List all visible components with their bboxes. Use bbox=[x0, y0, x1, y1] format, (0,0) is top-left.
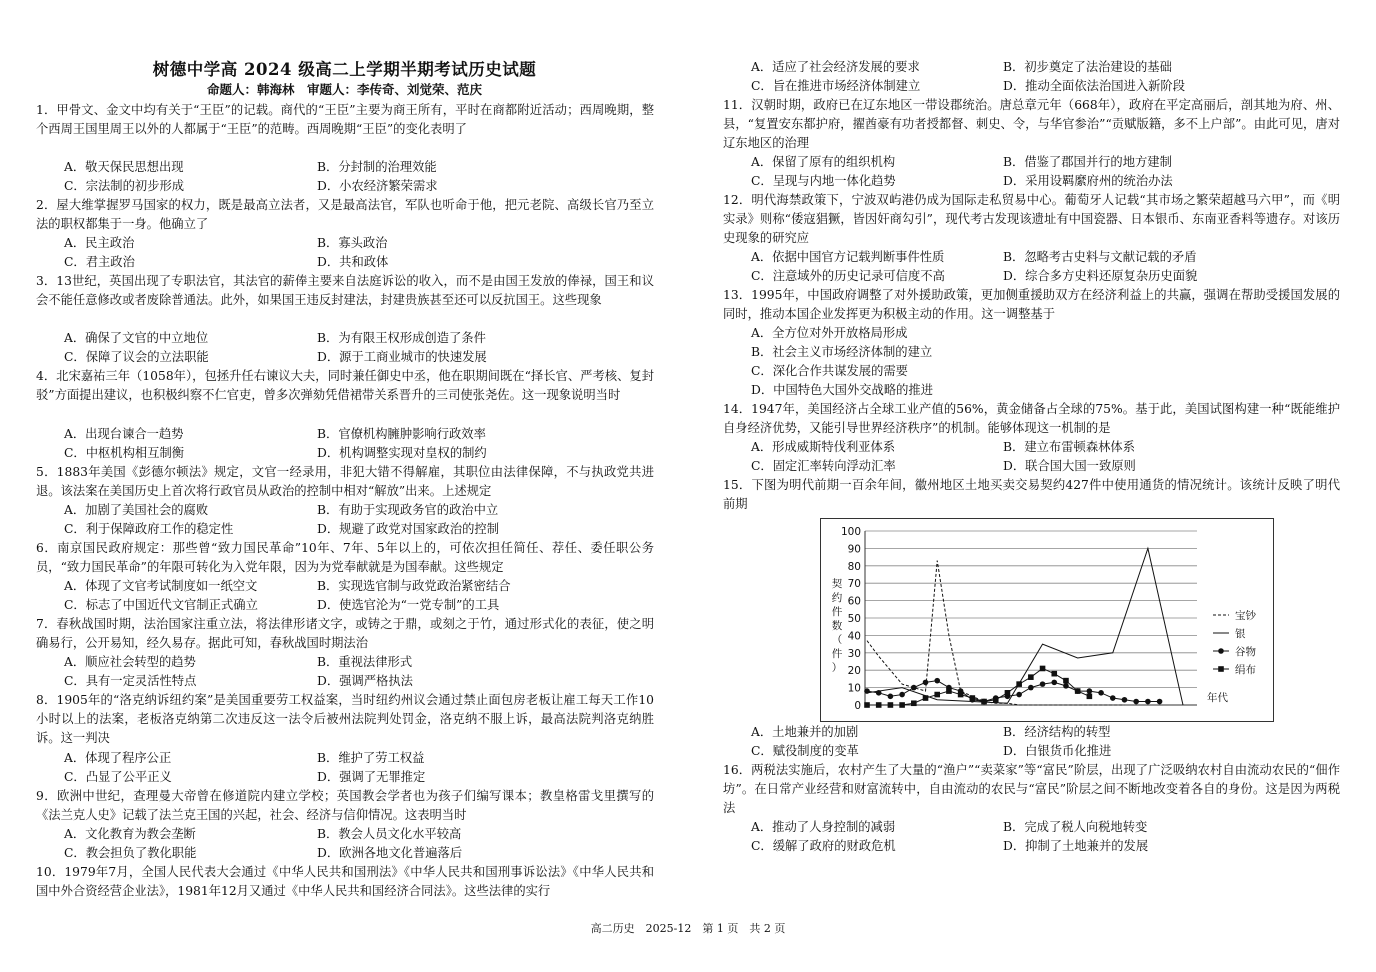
q13-option-c[interactable]: C．深化合作共谋发展的需要 bbox=[751, 364, 908, 378]
data-point bbox=[1028, 674, 1034, 680]
q7-option-c[interactable]: C．具有一定灵活性特点 bbox=[64, 674, 197, 688]
data-point bbox=[1110, 695, 1116, 701]
question-10-stem: 10．1979年7月，全国人民代表大会通过《中华人民共和国刑法》《中华人民共和国刑事诉讼法》《中华人民共和国中外合资经营企业法》，1981年12月又通过《中华人民共和国经济合同法》。这些法律的实行 bbox=[36, 865, 654, 899]
series-line-0 bbox=[867, 561, 1124, 705]
legend-label: 宝钞 bbox=[1235, 610, 1256, 622]
data-point bbox=[1063, 678, 1069, 684]
q6-option-a[interactable]: A．体现了文官考试制度如一纸空文 bbox=[64, 579, 258, 593]
data-point bbox=[1051, 671, 1057, 677]
q16-option-c[interactable]: C．缓解了政府的财政危机 bbox=[751, 839, 896, 853]
data-point bbox=[958, 692, 964, 698]
y-tick-label: 30 bbox=[847, 647, 861, 660]
legend-label: 谷物 bbox=[1235, 646, 1256, 658]
q4-option-b[interactable]: B．官僚机构臃肿影响行政效率 bbox=[317, 427, 486, 441]
data-point bbox=[899, 702, 905, 708]
y-tick-label: 80 bbox=[847, 560, 861, 573]
y-tick-label: 20 bbox=[847, 665, 861, 678]
y-axis-label-char: 件 bbox=[831, 648, 843, 660]
q9-option-d[interactable]: D．欧洲各地文化普遍落后 bbox=[317, 846, 463, 860]
q1-option-d[interactable]: D．小农经济繁荣需求 bbox=[317, 179, 438, 193]
q6-option-b[interactable]: B．实现选官制与政党政治紧密结合 bbox=[317, 579, 511, 593]
data-point bbox=[1122, 697, 1128, 703]
question-6-stem: 6．南京国民政府规定：那些曾“致力国民革命”10年、7年、5年以上的，可依次担任简任、荐任、委任职公务员，“致力国民革命”的年限可转化为入党年限，因为为党奉献就是为国奉献。这些规定 bbox=[36, 541, 654, 575]
data-point bbox=[923, 680, 929, 686]
legend-label: 绢布 bbox=[1235, 664, 1256, 676]
data-point bbox=[1133, 699, 1139, 705]
q6-option-d[interactable]: D．使选官沦为“一党专制”的工具 bbox=[317, 598, 500, 612]
q11-option-a[interactable]: A．保留了原有的组织机构 bbox=[751, 155, 896, 169]
y-tick-label: 60 bbox=[847, 595, 861, 608]
q4-option-c[interactable]: C．中枢机构相互制衡 bbox=[64, 446, 185, 460]
q14-option-c[interactable]: C．固定汇率转向浮动汇率 bbox=[751, 459, 896, 473]
q5-option-d[interactable]: D．规避了政党对国家政治的控制 bbox=[317, 522, 500, 536]
q14-option-a[interactable]: A．形成威斯特伐利亚体系 bbox=[751, 440, 896, 454]
q5-option-a[interactable]: A．加剧了美国社会的腐败 bbox=[64, 503, 209, 517]
data-point bbox=[899, 692, 905, 698]
data-point bbox=[934, 692, 940, 698]
data-point bbox=[1040, 681, 1046, 687]
data-point bbox=[923, 695, 929, 701]
q6-option-c[interactable]: C．标志了中国近代文官制正式确立 bbox=[64, 598, 258, 612]
q2-option-b[interactable]: B．寡头政治 bbox=[317, 236, 388, 250]
data-point bbox=[864, 702, 870, 708]
question-14-stem: 14．1947年，美国经济占全球工业产值的56%，黄金储备占全球的75%。基于此，美国试图构建一种“既能维护自身经济优势，又能引导世界经济秩序”的机制。能够体现这一机制的是 bbox=[723, 402, 1340, 436]
data-point bbox=[1087, 694, 1093, 700]
q16-option-d[interactable]: D．抑制了土地兼并的发展 bbox=[1003, 839, 1149, 853]
data-point bbox=[1098, 690, 1104, 696]
q15-option-a[interactable]: A．土地兼并的加剧 bbox=[751, 725, 859, 739]
y-tick-label: 40 bbox=[847, 630, 861, 643]
data-point bbox=[1028, 685, 1034, 691]
q4-option-d[interactable]: D．机构调整实现对皇权的制约 bbox=[317, 446, 487, 460]
q15-option-c[interactable]: C．赋役制度的变革 bbox=[751, 744, 859, 758]
question-4-stem: 4．北宋嘉祐三年（1058年），包拯升任右谏议大夫，同时兼任御史中丞，他在职期间既在“择长官、严考核、复封驳”方面提出建议，也积极纠察不仁官吏，曾多次弹劾凭借裙带关系晋升的三司使张尧佐。这一现象说明当时 bbox=[36, 369, 654, 403]
question-12-stem: 12．明代海禁政策下，宁波双屿港仍成为国际走私贸易中心。葡萄牙人记载“其市场之繁荣超越马六甲”，而《明实录》则称“倭寇猖獗，皆因奸商勾引”，现代考古发现该遗址有中国瓷器、日本银币、东南亚香料等遗存。对该历史现象的研究应 bbox=[723, 193, 1340, 246]
q8-option-a[interactable]: A．体现了程序公正 bbox=[64, 751, 172, 765]
question-1-stem: 1．甲骨文、金文中均有关于“王臣”的记载。商代的“王臣”主要为商王所有，平时在商都附近活动；西周晚期，整个西周王国里周王以外的人都属于“王臣”的范畴。西周晚期“王臣”的变化表明了 bbox=[36, 103, 654, 137]
q10-option-d[interactable]: D．推动全面依法治国进入新阶段 bbox=[1003, 79, 1186, 93]
data-point bbox=[888, 694, 894, 700]
question-2-stem: 2．屋大维掌握罗马国家的权力，既是最高立法者，又是最高法官，军队也听命于他，把元老院、高级长官乃至立法的职权都集于一身。他确立了 bbox=[36, 198, 654, 232]
y-axis-label-char: 件 bbox=[831, 606, 843, 618]
y-tick-label: 70 bbox=[847, 578, 861, 591]
q10-option-b[interactable]: B．初步奠定了法治建设的基础 bbox=[1003, 60, 1172, 74]
q1-option-c[interactable]: C．宗法制的初步形成 bbox=[64, 179, 185, 193]
q8-option-b[interactable]: B．维护了劳工权益 bbox=[317, 751, 425, 765]
q2-option-a[interactable]: A．民主政治 bbox=[64, 236, 135, 250]
q13-option-b[interactable]: B．社会主义市场经济体制的建立 bbox=[751, 345, 933, 359]
question-7-stem: 7．春秋战国时期，法治国家注重立法，将法律形诸文字，或铸之于鼎，或刻之于竹，通过形式化的表征，使之明确易行，公开易知，经久易存。据此可知，春秋战国时期法治 bbox=[36, 617, 654, 651]
q10-option-c[interactable]: C．旨在推进市场经济体制建立 bbox=[751, 79, 921, 93]
y-axis-label-char: 契 bbox=[831, 578, 843, 590]
q12-option-b[interactable]: B．忽略考古史料与文献记载的矛盾 bbox=[1003, 250, 1197, 264]
data-point bbox=[1145, 699, 1151, 705]
q16-option-a[interactable]: A．推动了人身控制的减弱 bbox=[751, 820, 896, 834]
question-13-stem: 13．1995年，中国政府调整了对外援助政策，更加侧重援助双方在经济利益上的共赢，强调在帮助受援国发展的同时，推动本国企业发挥更为积极主动的作用。这一调整基于 bbox=[723, 288, 1340, 322]
question-11-stem: 11．汉朝时期，政府已在辽东地区一带设郡统治。唐总章元年（668年），政府在平定高丽后，剖其地为府、州、县，“复置安东都护府，擢酋豪有功者授都督、刺史、令，与华官参治”“贡赋版籍，多不上户部”。由此可见，唐对辽东地区的治理 bbox=[723, 98, 1340, 151]
q11-option-b[interactable]: B．借鉴了郡国并行的地方建制 bbox=[1003, 155, 1172, 169]
q2-option-c[interactable]: C．君主政治 bbox=[64, 255, 135, 269]
question-3-stem: 3．13世纪，英国出现了专职法官，其法官的薪俸主要来自法庭诉讼的收入，而不是由国王发放的俸禄，国王和议会不能任意修改或者废除普通法。此外，如果国王违反封建法，封建贵族甚至还可以反抗国王。这些现象 bbox=[36, 274, 654, 308]
q8-option-d[interactable]: D．强调了无罪推定 bbox=[317, 770, 426, 784]
data-point bbox=[876, 690, 882, 696]
data-point bbox=[993, 697, 999, 703]
q9-option-a[interactable]: A．文化教育为教会垄断 bbox=[64, 827, 196, 841]
q3-option-a[interactable]: A．确保了文官的中立地位 bbox=[64, 331, 209, 345]
y-tick-label: 90 bbox=[847, 543, 861, 556]
page-footer: 高二历史 2025-12 第 1 页 共 2 页 bbox=[590, 922, 786, 935]
q16-option-b[interactable]: B．完成了税人向税地转变 bbox=[1003, 820, 1148, 834]
legend-label: 银 bbox=[1235, 628, 1246, 640]
q10-option-a[interactable]: A．适应了社会经济发展的要求 bbox=[751, 60, 920, 74]
y-tick-label: 50 bbox=[847, 613, 861, 625]
data-point bbox=[1016, 692, 1022, 698]
data-point bbox=[946, 688, 952, 694]
y-axis-label-char: 约 bbox=[831, 592, 843, 604]
y-axis-label-char: 数 bbox=[831, 620, 843, 632]
q1-option-b[interactable]: B．分封制的治理效能 bbox=[317, 160, 437, 174]
data-point bbox=[970, 695, 976, 701]
question-9-stem: 9．欧洲中世纪，查理曼大帝曾在修道院内建立学校；英国教会学者也为孩子们编写课本；教皇格雷戈里撰写的《法兰克人史》记载了法兰克王国的兴起，社会、经济与信仰情况。这表明当时 bbox=[36, 789, 654, 823]
q11-option-c[interactable]: C．呈现与内地一体化趋势 bbox=[751, 174, 896, 188]
data-point bbox=[1087, 688, 1093, 694]
data-point bbox=[1157, 699, 1163, 705]
y-axis-label-char: ） bbox=[831, 662, 843, 674]
data-point bbox=[1063, 683, 1069, 689]
q13-option-d[interactable]: D．中国特色大国外交战略的推进 bbox=[751, 383, 934, 397]
q3-option-d[interactable]: D．源于工商业城市的快速发展 bbox=[317, 350, 487, 364]
q5-option-c[interactable]: C．利于保障政府工作的稳定性 bbox=[64, 522, 234, 536]
q8-option-c[interactable]: C．凸显了公平正义 bbox=[64, 770, 172, 784]
currency-usage-chart bbox=[821, 519, 1273, 721]
data-point bbox=[911, 700, 917, 706]
q1-option-a[interactable]: A．敬天保民思想出现 bbox=[64, 160, 184, 174]
q4-option-a[interactable]: A．出现台谏合一趋势 bbox=[64, 427, 184, 441]
data-point bbox=[888, 702, 894, 708]
q11-option-d[interactable]: D．采用设羁縻府州的统治办法 bbox=[1003, 174, 1173, 188]
legend-marker bbox=[1218, 648, 1224, 654]
y-tick-label: 10 bbox=[847, 682, 861, 695]
question-8-stem: 8．1905年的“洛克纳诉纽约案”是美国重要劳工权益案，当时纽约州议会通过禁止面包房老板让雇工每天工作10小时以上的法案，老板洛克纳第二次违反这一法令后被州法院判处罚金，洛克纳不服上诉，最高法院判洛克纳胜诉。这一判决 bbox=[36, 693, 654, 746]
q12-option-c[interactable]: C．注意域外的历史记录可信度不高 bbox=[751, 269, 945, 283]
q14-option-d[interactable]: D．联合国大国一致原则 bbox=[1003, 459, 1136, 473]
question-15-stem: 15．下图为明代前期一百余年间，徽州地区土地买卖交易契约427件中使用通货的情况统计。该统计反映了明代前期 bbox=[723, 478, 1340, 512]
page-title: 树德中学高 2024 级高二上学期半期考试历史试题 bbox=[152, 60, 537, 79]
data-point bbox=[934, 678, 940, 684]
y-tick-label: 0 bbox=[854, 700, 861, 712]
y-tick-label: 100 bbox=[840, 526, 861, 538]
authors-line: 命题人：韩海林 审题人：李传奇、刘觉荣、范庆 bbox=[206, 82, 482, 97]
legend-marker bbox=[1218, 666, 1224, 672]
q3-option-b[interactable]: B．为有限王权形成创造了条件 bbox=[317, 331, 486, 345]
q7-option-a[interactable]: A．顺应社会转型的趋势 bbox=[64, 655, 196, 669]
q2-option-d[interactable]: D．共和政体 bbox=[317, 255, 389, 269]
y-axis-label-char: （ bbox=[831, 634, 843, 646]
x-axis-label: 年代 bbox=[1207, 692, 1228, 704]
q7-option-d[interactable]: D．强调严格执法 bbox=[317, 674, 413, 688]
currency-chart-frame bbox=[820, 518, 1274, 722]
q7-option-b[interactable]: B．重视法律形式 bbox=[317, 655, 413, 669]
series-line-1 bbox=[867, 548, 1183, 705]
q12-option-d[interactable]: D．综合多方史料还原复杂历史面貌 bbox=[1003, 269, 1198, 283]
q15-option-d[interactable]: D．白银货币化推进 bbox=[1003, 744, 1112, 758]
question-5-stem: 5．1883年美国《彭德尔顿法》规定，文官一经录用，非犯大错不得解雇，其职位由法律保障，不与执政党共进退。该法案在美国历史上首次将行政官员从政治的控制中相对“解放”出来。上述规定 bbox=[36, 465, 654, 499]
data-point bbox=[1075, 688, 1081, 694]
question-16-stem: 16．两税法实施后，农村产生了大量的“渔户”“卖菜家”等“富民”阶层，出现了广泛吸纳农村自由流动农民的“佃作坊”。在日常产业经营和财富流转中，自由流动的农民与“富民”阶层之间不断地改变着各自的身份。这是因为两税法 bbox=[723, 763, 1340, 816]
q9-option-b[interactable]: B．教会人员文化水平较高 bbox=[317, 827, 462, 841]
data-point bbox=[1040, 666, 1046, 672]
data-point bbox=[876, 702, 882, 708]
q9-option-c[interactable]: C．教会担负了教化职能 bbox=[64, 846, 197, 860]
data-point bbox=[981, 699, 987, 705]
data-point bbox=[1051, 680, 1057, 686]
data-point bbox=[911, 685, 917, 691]
data-point bbox=[1016, 681, 1022, 687]
q5-option-b[interactable]: B．有助于实现政务官的政治中立 bbox=[317, 503, 499, 517]
q13-option-a[interactable]: A．全方位对外开放格局形成 bbox=[751, 326, 908, 340]
q14-option-b[interactable]: B．建立布雷顿森林体系 bbox=[1003, 440, 1136, 454]
q15-option-b[interactable]: B．经济结构的转型 bbox=[1003, 725, 1111, 739]
data-point bbox=[864, 688, 870, 694]
data-point bbox=[1005, 690, 1011, 696]
q3-option-c[interactable]: C．保障了议会的立法职能 bbox=[64, 350, 209, 364]
q12-option-a[interactable]: A．依据中国官方记载判断事件性质 bbox=[751, 250, 945, 264]
